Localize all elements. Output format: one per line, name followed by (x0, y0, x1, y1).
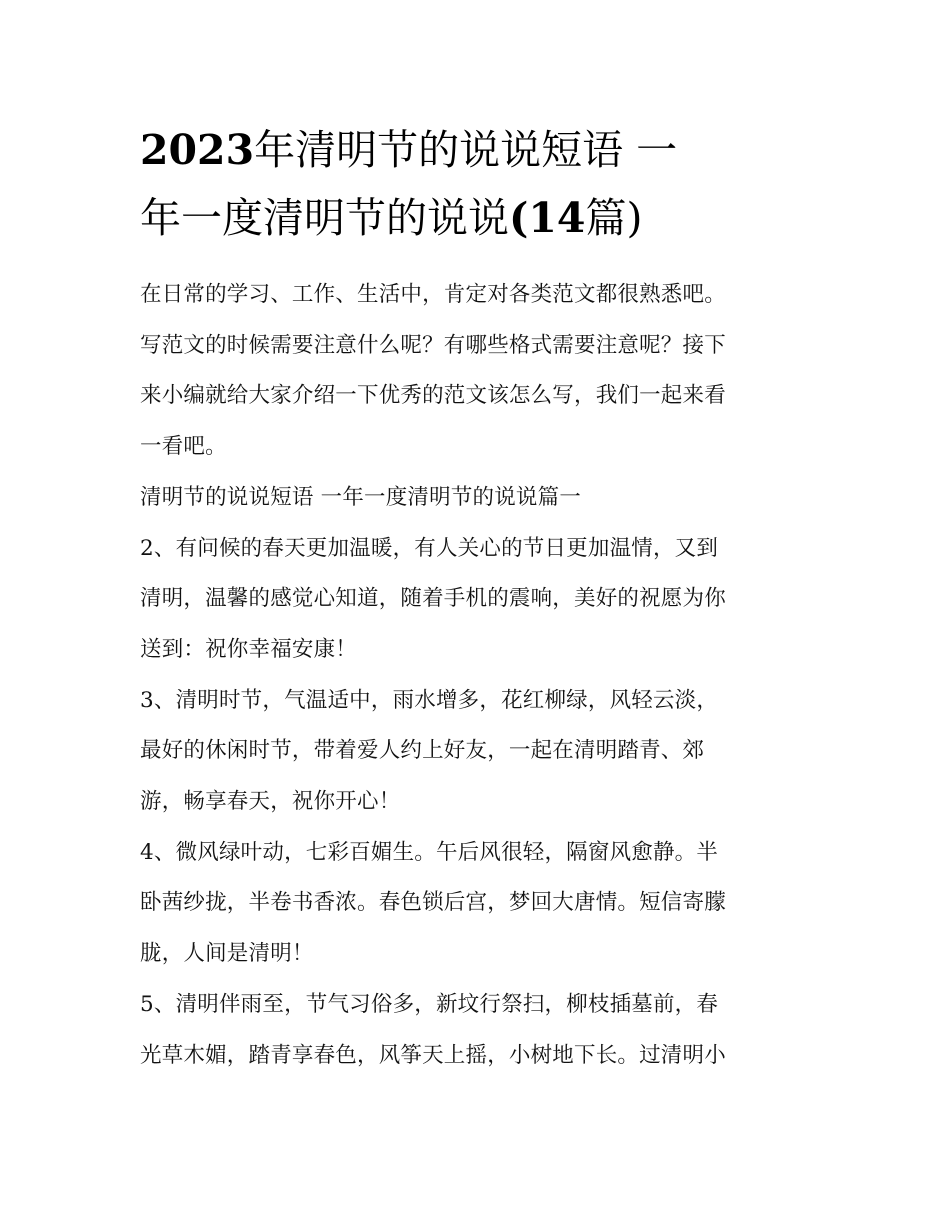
text-line: 写范文的时候需要注意什么呢？有哪些格式需要注意呢？接下 (140, 332, 726, 358)
text-line: 卧茜纱拢，半卷书香浓。春色锁后宫，梦回大唐情。短信寄朦 (140, 890, 726, 916)
document-body (140, 270, 820, 1081)
title-line-2-text-b: 篇) (585, 194, 643, 242)
text-line: 在日常的学习、工作、生活中，肯定对各类范文都很熟悉吧。 (140, 282, 726, 307)
text-line: 4、微风绿叶动，七彩百媚生。午后风很轻，隔窗风愈静。半 (140, 839, 719, 865)
text-line: 胧，人间是清明！ (140, 941, 314, 967)
title-line-1-text: 年清明节的说说短语 一 (254, 126, 678, 174)
item-paragraph-2 (140, 524, 820, 676)
section-heading (140, 473, 820, 524)
text-line: 一看吧。 (140, 434, 227, 460)
item-paragraph-3 (140, 676, 820, 828)
text-line: 3、清明时节，气温适中，雨水增多，花红柳绿，风轻云淡， (140, 687, 719, 713)
text-line: 游，畅享春天，祝你开心！ (140, 789, 401, 815)
document-title (140, 116, 820, 252)
intro-paragraph (140, 270, 820, 473)
text-line: 2、有问候的春天更加温暖，有人关心的节日更加温情，又到 (140, 535, 719, 561)
item-paragraph-4 (140, 828, 820, 980)
text-line: 最好的休闲时节，带着爱人约上好友，一起在清明踏青、郊 (140, 738, 705, 764)
text-line: 清明节的说说短语 一年一度清明节的说说篇一 (140, 484, 582, 510)
item-paragraph-5 (140, 980, 820, 1081)
title-year: 2023 (140, 126, 255, 174)
text-line: 光草木媚，踏青享春色，风筝天上摇，小树地下长。过清明小 (140, 1042, 726, 1068)
title-count: (14 (509, 194, 586, 242)
title-line-1 (140, 116, 820, 184)
title-line-2-text-a: 年一度清明节的说说 (140, 194, 509, 242)
text-line: 清明，温馨的感觉心知道，随着手机的震响，美好的祝愿为你 (140, 586, 726, 612)
text-line: 送到：祝你幸福安康！ (140, 636, 358, 662)
text-line: 来小编就给大家介绍一下优秀的范文该怎么写，我们一起来看 (140, 383, 726, 409)
text-line: 5、清明伴雨至，节气习俗多，新坟行祭扫，柳枝插墓前，春 (140, 991, 719, 1017)
title-line-2 (140, 184, 820, 252)
